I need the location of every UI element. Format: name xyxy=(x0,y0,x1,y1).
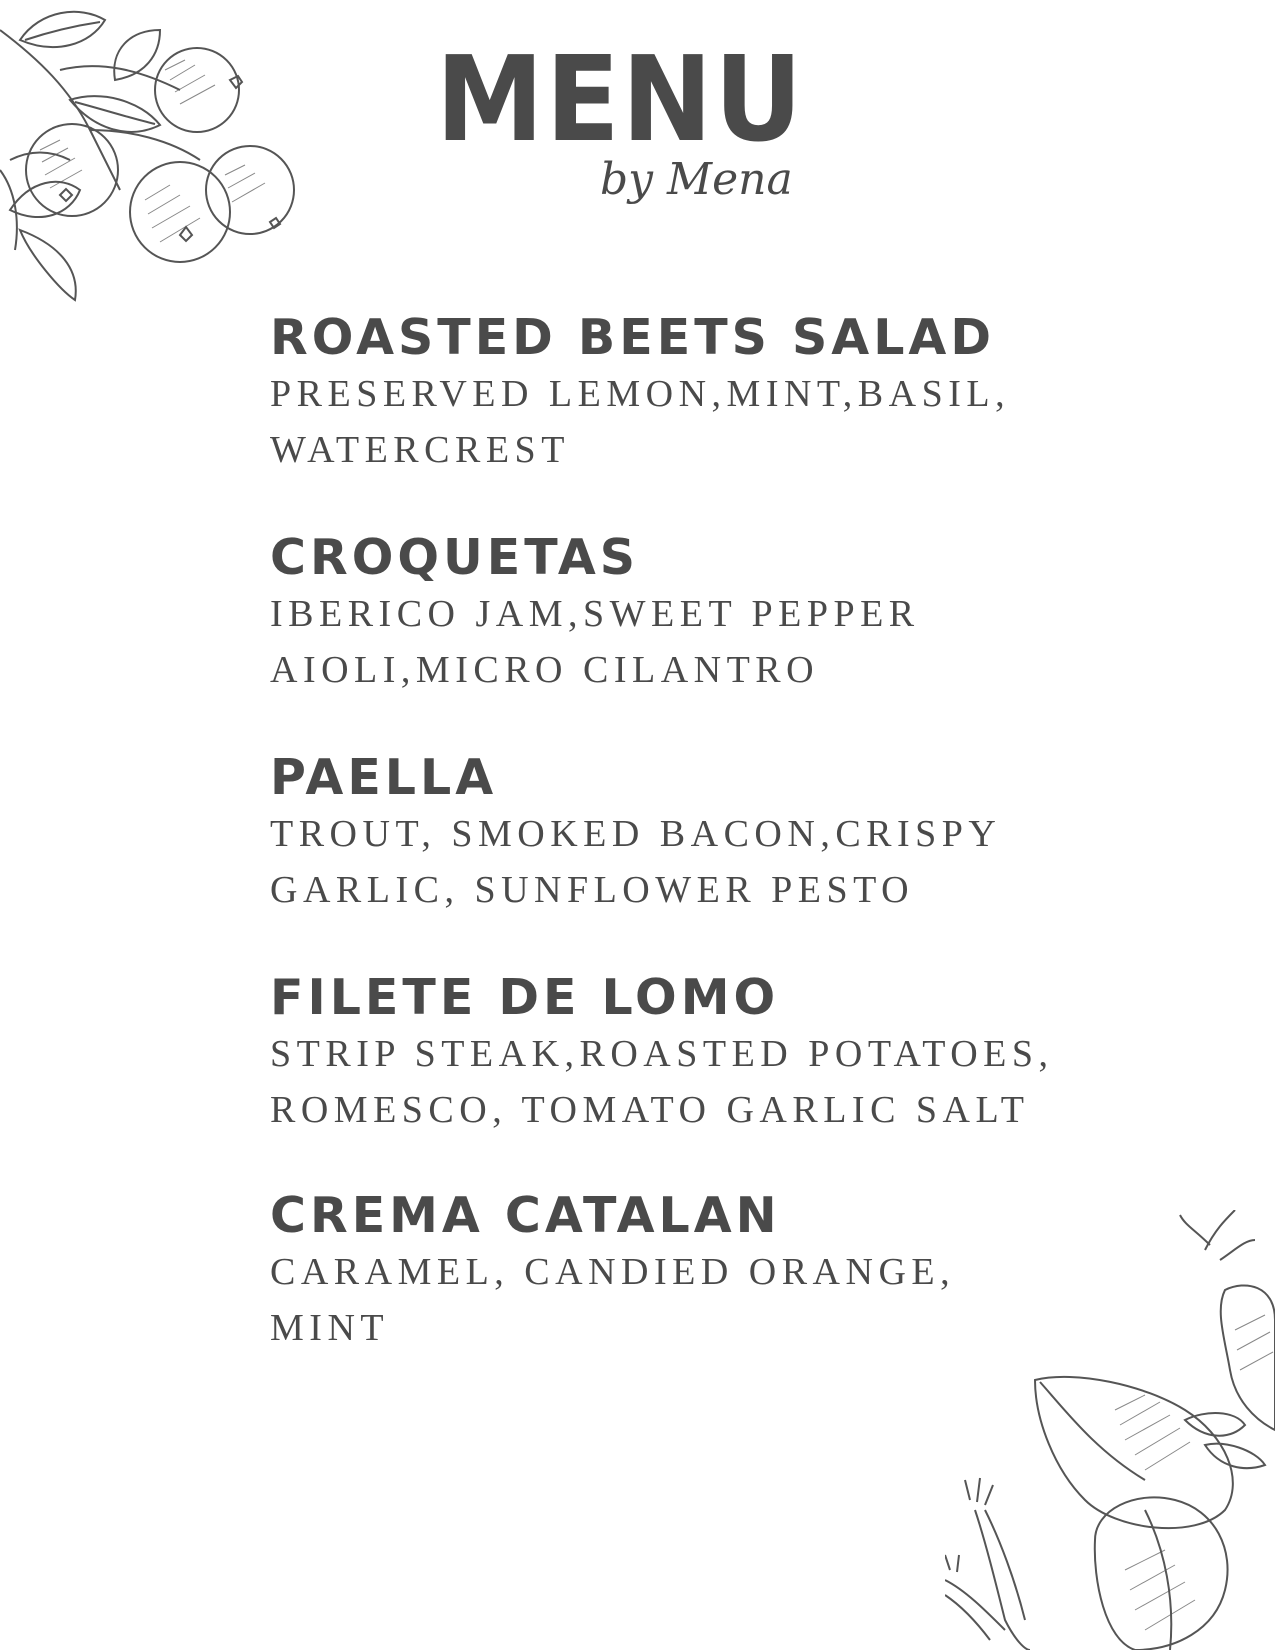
page-subtitle: by Mena xyxy=(600,154,793,205)
dish-name: PAELLA xyxy=(270,749,498,806)
dish-description: STRIP STEAK,ROASTED POTATOES, ROMESCO, TOMATO GARLIC SALT xyxy=(270,1033,1054,1131)
menu-list xyxy=(270,310,1090,1408)
menu-item xyxy=(270,750,1090,918)
dish-name: FILETE DE LOMO xyxy=(270,969,780,1026)
dish-name: CROQUETAS xyxy=(270,529,640,586)
dish-name: CREMA CATALAN xyxy=(270,1187,781,1244)
dish-description: IBERICO JAM,SWEET PEPPER AIOLI,MICRO CILANTRO xyxy=(270,593,920,691)
menu-item xyxy=(270,1188,1090,1356)
dish-description: CARAMEL, CANDIED ORANGE, MINT xyxy=(270,1251,956,1349)
dish-description: TROUT, SMOKED BACON,CRISPY GARLIC, SUNFLOWER PESTO xyxy=(270,813,1000,911)
menu-item xyxy=(270,530,1090,698)
dish-name: ROASTED BEETS SALAD xyxy=(270,309,996,366)
menu-item xyxy=(270,970,1090,1138)
dish-description: PRESERVED LEMON,MINT,BASIL, WATERCREST xyxy=(270,373,1011,471)
page-title: MENU xyxy=(435,30,805,168)
menu-item xyxy=(270,310,1090,478)
